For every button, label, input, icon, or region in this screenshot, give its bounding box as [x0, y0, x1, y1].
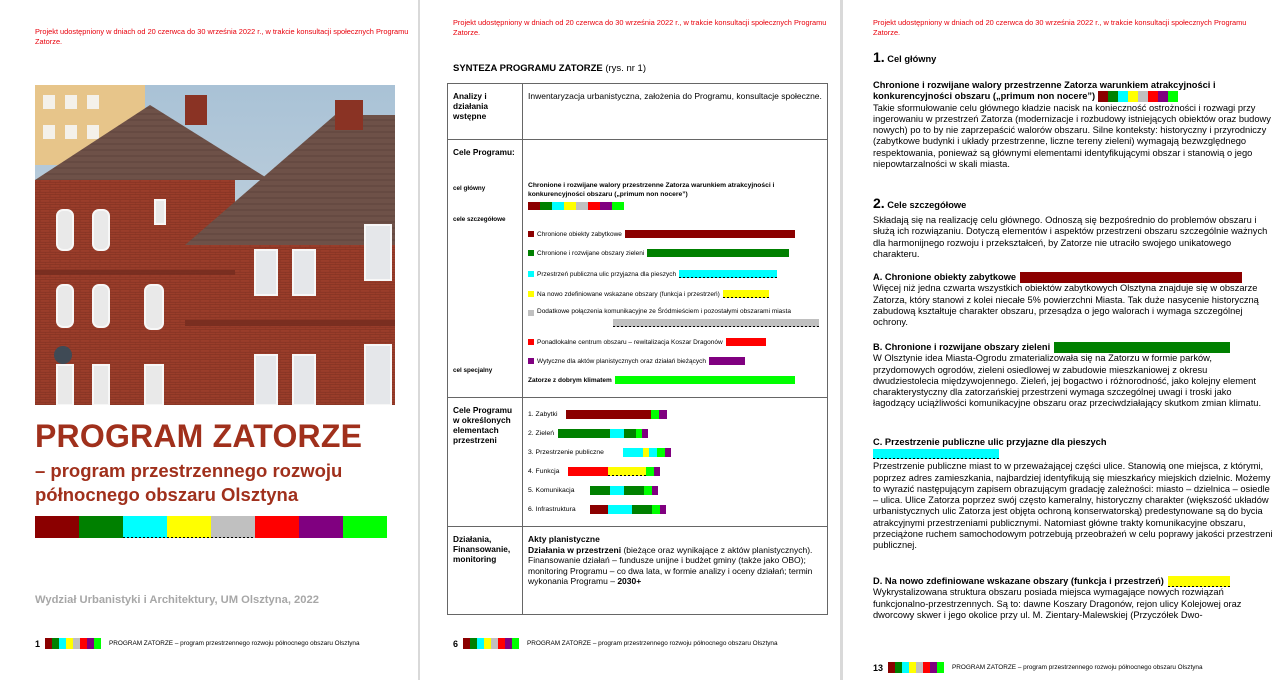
goal-c-text: Przestrzenie publiczne miast to w przeważającej części ulice. Stanowią one miejsca, z którymi, poprzez adres zamieszkania, najbardziej identyfikują się mieszkańcy miejskich dzielnic. Możemy to wyrazić następującym zapisem obrazującym gradację zależności: miasto – dzielnica – osiedle – ulica. Ulice Zatorza poprzez swój często kameralny, historyczny charakter (większość układów urbanistycznych ulic Zatorza jest objęta ochroną konserwatorską) predestynowane są do bycia atrakcyjnymi przestrzeniami publicznymi. Natomiast główne trakty komunikacyjne obszaru, przeciążone ruchem samochodowym potrzebują przeobrażeń w celu poprawy jakości przestrzeni publicznej.: [873, 461, 1273, 551]
table-row: [448, 398, 828, 527]
goal-item: Na nowo zdefiniowane wskazane obszary (funkcja i przestrzeń): [528, 284, 822, 304]
goal-b-title: B. Chronione i rozwijane obszary zieleni: [873, 342, 1051, 352]
row-label: Analizy i działania wstępne: [448, 84, 523, 140]
sub-label: cele szczegółowe: [453, 216, 506, 223]
section-1-text: Takie sformułowanie celu głównego kładzie nacisk na konieczność ostrożności i rozwagi przy ingerowaniu w przestrzeń Zatorza (modernizacje i rozbudowy istniejących obiektów oraz budowy nowych) po to by nie zaprzepaścić walorów obszaru. Silne konteksty: historyczny i przyrodniczy (zabytkowe budynki i układy przestrzenne, liczne tereny zieleni) wymagają bezwzględnego respektowania, ponieważ są głównymi elementami identyfikującymi obszar i stanowią o jego niepowtarzalności w skali miasta.: [873, 102, 1271, 170]
goal-item: Przestrzeń publiczna ulic przyjazna dla pieszych: [528, 264, 822, 284]
goal-a-title: A. Chronione obiekty zabytkowe: [873, 272, 1017, 282]
footer-color-stripe: [463, 638, 519, 649]
page-footer: [453, 638, 778, 649]
element-item: 3. Przestrzenie publiczne: [528, 443, 822, 462]
goal-b-text: W Olsztynie idea Miasta-Ogrodu zmaterializowała się na Zatorzu w formie parków, przydomowych ogrodów, zieleni osiedlowej w zabudowie mieszkaniowej z okresu dwudziestolecia międzywojennego. Zieleń, jej bogactwo i różnorodność, jako kolejny element charakterystyczny dla zatorzańskiej przestrzeni wymaga szczególnej uwagi i troski jako łagodzący uciążliwości komunikacyjne obszaru oraz przeciwdziałający skutkom zmian klimatu.: [873, 353, 1262, 409]
element-item: 2. Zieleń: [528, 424, 822, 443]
goal-item: Wytyczne dla aktów planistycznych oraz działań bieżących: [528, 352, 822, 370]
element-item: 1. Zabytki: [528, 405, 822, 424]
cover-title: PROGRAM ZATORZE: [35, 418, 363, 454]
element-item: 4. Funkcja: [528, 462, 822, 481]
footer-text: PROGRAM ZATORZE – program przestrzennego rozwoju północnego obszaru Olsztyna: [527, 640, 778, 647]
footer-color-stripe: [45, 638, 101, 649]
consultation-note: Projekt udostępniony w dniach od 20 czerwca do 30 września 2022 r., w trakcie konsultacji społecznych Programu Zatorze.: [35, 27, 409, 46]
goal-c-stripe: [873, 449, 999, 459]
footer-color-stripe: [888, 662, 944, 673]
special-goal: Zatorze z dobrym klimatem: [528, 370, 822, 390]
synthesis-table: [447, 83, 828, 615]
goal-d-title: D. Na nowo zdefiniowane wskazane obszary (funkcja i przestrzeń): [873, 576, 1164, 586]
section-1-heading: 1. Cel główny: [873, 49, 937, 65]
sub-label: cel specjalny: [453, 367, 493, 374]
consultation-note: Projekt udostępniony w dniach od 20 czerwca do 30 września 2022 r., w trakcie konsultacji społecznych Programu Zatorze.: [453, 18, 827, 37]
page-footer: [35, 638, 360, 649]
goal-c-title: C. Przestrzenie publiczne ulic przyjazne dla pieszych: [873, 437, 1107, 447]
page-cover: [0, 0, 418, 680]
section-2-text: Składają się na realizację celu głównego. Odnoszą się bezpośrednio do problemów obszaru i służą ich rozwiązaniu. Dotyczą elementów i aspektów przestrzeni obszaru szczególnie ważnych dla harmonijnego rozwoju i przekształceń, by Zatorze nie utraciło swojego unikatowego charakteru.: [873, 215, 1268, 259]
color-stripe: [35, 516, 387, 538]
row-label: Cele Programu:: [453, 147, 515, 157]
goal-a-text: Więcej niż jedna czwarta wszystkich obiektów zabytkowych Olsztyna znajduje się w obszarze Zatorza, który stanowi z kolei niecałe 5% powierzchni Miasta. Tak duże nasycenie historyczną zabudową kształtuje charakter obszaru, przesądza o jego walorach i wymaga szczególnej ochrony.: [873, 283, 1259, 328]
page-synthesis: [420, 0, 840, 680]
department-label: Wydział Urbanistyki i Architektury, UM Olsztyna, 2022: [35, 594, 319, 606]
element-item: 6. Infrastruktura: [528, 500, 822, 519]
planning-acts: Akty planistyczne: [528, 534, 600, 544]
section-2-heading: 2. Cele szczegółowe: [873, 195, 967, 211]
page-goals: [843, 0, 1280, 680]
goal-item: Dodatkowe połączenia komunikacyjne ze Śródmieściem i pozostałymi obszarami miasta: [528, 304, 822, 332]
main-goal-stripe: [1098, 91, 1178, 102]
goal-item: Chronione i rozwijane obszary zieleni: [528, 242, 822, 264]
cover-subtitle-line2: północnego obszaru Olsztyna: [35, 484, 299, 505]
page-number: 6: [453, 638, 459, 649]
main-goal-text: Chronione i rozwijane walory przestrzenne Zatorza warunkiem atrakcyjności i konkurencyjności obszaru („primum non nocere”): [873, 80, 1216, 102]
page-number: 13: [873, 662, 884, 673]
main-goal-stripe: [528, 202, 822, 210]
consultation-note: Projekt udostępniony w dniach od 20 czerwca do 30 września 2022 r., w trakcie konsultacji społecznych Programu Zatorze.: [873, 18, 1247, 37]
sub-label: cel główny: [453, 185, 486, 192]
table-row: [448, 84, 828, 140]
synthesis-heading: SYNTEZA PROGRAMU ZATORZE (rys. nr 1): [453, 63, 646, 74]
cover-subtitle-line1: – program przestrzennego rozwoju: [35, 460, 343, 481]
footer-text: PROGRAM ZATORZE – program przestrzennego rozwoju północnego obszaru Olsztyna: [109, 640, 360, 647]
row-content: Inwentaryzacja urbanistyczna, założenia do Programu, konsultacje społeczne.: [523, 84, 828, 140]
goal-d-text: Wykrystalizowana struktura obszaru posiada miejsca wymagające nowych rozwiązań funkcjonalno-przestrzennych. Są to: dawne Koszary Dragonów, rejon ulicy Kolejowej oraz dworcowy skwer i jego okolice przy ul. M. Zientary-Malewskiej (Przyczółek Dwo-: [873, 587, 1242, 620]
footer-text: PROGRAM ZATORZE – program przestrzennego rozwoju północnego obszaru Olsztyna: [952, 664, 1203, 671]
brick-building-photo: [35, 85, 395, 405]
page-number: 1: [35, 638, 41, 649]
row-label: Działania, Finansowanie, monitoring: [448, 527, 523, 615]
table-row: Działania, Finansowanie, monitoring Akty planistyczne Działania w przestrzeni (bieżące oraz wynikające z aktów planistycznych). Finansowanie działań – fundusze unijne i budżet gminy (także jako OBO); monitoring Programu – co dwa lata, w formie analizy i oceny działań; termin wykonania Programu – 2030+: [448, 527, 828, 615]
goal-item: Ponadlokalne centrum obszaru – rewitalizacja Koszar Dragonów: [528, 332, 822, 352]
page-footer: [873, 662, 1203, 673]
main-goal: Chronione i rozwijane walory przestrzenne Zatorza warunkiem atrakcyjności i konkurencyjności obszaru („primum non nocere”): [528, 182, 775, 198]
row-label: Cele Programu w określonych elementach przestrzeni: [448, 398, 523, 527]
element-item: 5. Komunikacja: [528, 481, 822, 500]
table-row: [448, 140, 828, 398]
goal-item: Chronione obiekty zabytkowe: [528, 226, 822, 242]
